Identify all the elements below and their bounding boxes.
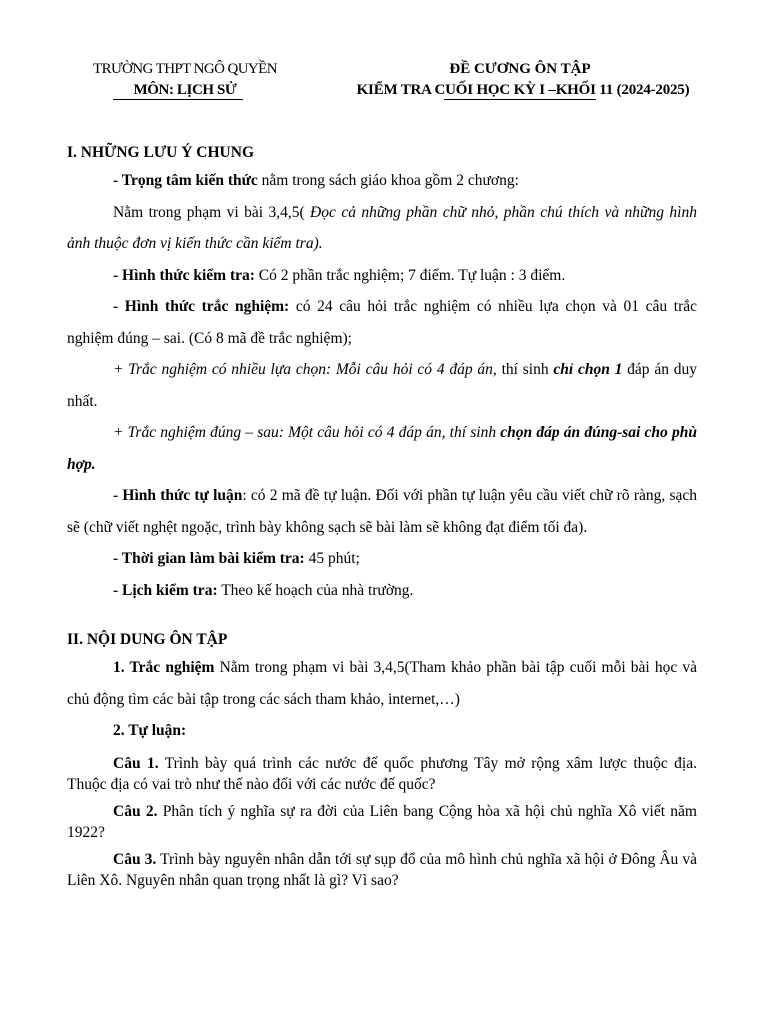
focus-text: nằm trong sách giáo khoa gồm 2 chương: bbox=[257, 172, 519, 189]
focus-paragraph bbox=[67, 165, 697, 197]
question-3-label: Câu 3. bbox=[113, 850, 157, 868]
mcq-choice-text-end: đáp án duy nhất. bbox=[67, 361, 698, 410]
mcq-choice-paragraph bbox=[67, 354, 697, 417]
question-2-text: Phân tích ý nghĩa sự ra đời của Liên bang Cộng hòa xã hội chủ nghĩa Xô viết năm 1922? bbox=[67, 802, 697, 841]
schedule-text: Theo kế hoạch của nhà trường. bbox=[217, 581, 414, 599]
exam-format-paragraph bbox=[67, 260, 697, 292]
mcq-review-label: 1. Trắc nghiệm bbox=[113, 659, 215, 676]
true-false-italic: + Trắc nghiệm đúng – sau: Một câu hỏi có 4 đáp án, thí sinh bbox=[113, 424, 501, 441]
duration-text: 45 phút; bbox=[304, 550, 360, 567]
exam-format-text: Có 2 phần trắc nghiệm; 7 điểm. Tự luận : 3 điểm. bbox=[254, 266, 566, 284]
duration-label: - Thời gian làm bài kiểm tra: bbox=[113, 550, 305, 567]
subject-name: MÔN: LỊCH SỬ bbox=[133, 82, 237, 98]
mcq-choice-italic: + Trắc nghiệm có nhiều lựa chọn: Mỗi câu hỏi có 4 đáp án, bbox=[113, 361, 497, 378]
title-underline bbox=[444, 99, 596, 100]
section-2-heading: II. NỘI DUNG ÔN TẬP bbox=[67, 631, 228, 648]
essay-review-heading bbox=[67, 715, 697, 747]
school-name: TRƯỜNG THPT NGÔ QUYỀN bbox=[93, 61, 277, 77]
scope-paragraph bbox=[67, 197, 697, 260]
schedule-paragraph bbox=[67, 575, 697, 607]
document-title: ĐỀ CƯƠNG ÔN TẬP bbox=[449, 61, 591, 77]
question-1 bbox=[67, 753, 697, 795]
mcq-choice-emphasis: chỉ chọn 1 bbox=[553, 361, 623, 378]
focus-label: - Trọng tâm kiến thức bbox=[113, 172, 258, 189]
mcq-format-text: có 24 câu hỏi trắc nghiệm có nhiều lựa chọn và 01 câu trắc nghiệm đúng – sai. (Có 8 mã đề trắc nghiệm); bbox=[67, 298, 697, 347]
essay-review-label: 2. Tự luận: bbox=[113, 722, 187, 739]
mcq-choice-text: thí sinh bbox=[496, 361, 554, 378]
question-2-label: Câu 2. bbox=[113, 802, 158, 820]
essay-format-label: - Hình thức tự luận bbox=[113, 487, 243, 504]
duration-paragraph bbox=[67, 543, 697, 575]
document-body bbox=[67, 141, 697, 891]
scope-text: Nằm trong phạm vi bài 3,4,5( bbox=[113, 203, 305, 221]
true-false-emphasis: chọn đáp án đúng-sai cho phù hợp. bbox=[67, 424, 697, 473]
scope-note: Đọc cả những phần chữ nhỏ, phần chú thích và những hình ảnh thuộc đơn vị kiến thức cần kiểm tra). bbox=[67, 203, 697, 252]
essay-format-text: : có 2 mã đề tự luận. Đối với phần tự luận yêu cầu viết chữ rõ ràng, sạch sẽ (chữ viết nghệt ngoặc, trình bày không sạch sẽ bài làm sẽ không đạt điểm tối đa). bbox=[67, 487, 697, 536]
section-1-heading: I. NHỮNG LƯU Ý CHUNG bbox=[67, 144, 254, 161]
mcq-format-label: - Hình thức trắc nghiệm: bbox=[113, 298, 290, 315]
question-1-text: Trình bày quá trình các nước đế quốc phương Tây mở rộng xâm lược thuộc địa. Thuộc địa có vai trò như thế nào đối với các nước đế quốc? bbox=[67, 754, 697, 793]
question-1-label: Câu 1. bbox=[113, 754, 159, 772]
document-subtitle: KIỂM TRA CUỐI HỌC KỲ I –KHỐI 11 (2024-2025) bbox=[356, 82, 690, 98]
mcq-format-paragraph bbox=[67, 291, 697, 354]
question-2 bbox=[67, 801, 697, 843]
mcq-review-paragraph bbox=[67, 652, 697, 715]
subject-underline bbox=[113, 99, 243, 100]
question-3-text: Trình bày nguyên nhân dẫn tới sự sụp đổ của mô hình chủ nghĩa xã hội ở Đông Âu và Liên Xô. Nguyên nhân quan trọng nhất là gì? Vì sao? bbox=[67, 850, 697, 889]
schedule-label: - Lịch kiểm tra: bbox=[113, 581, 218, 599]
true-false-paragraph bbox=[67, 417, 697, 480]
exam-format-label: - Hình thức kiểm tra: bbox=[113, 266, 255, 284]
mcq-review-text: Nằm trong phạm vi bài 3,4,5(Tham khảo phần bài tập cuối mỗi bài học và chủ động tìm các bài tập trong các sách tham khảo, internet,…) bbox=[67, 659, 697, 708]
question-3 bbox=[67, 849, 697, 891]
essay-format-paragraph bbox=[67, 480, 697, 543]
